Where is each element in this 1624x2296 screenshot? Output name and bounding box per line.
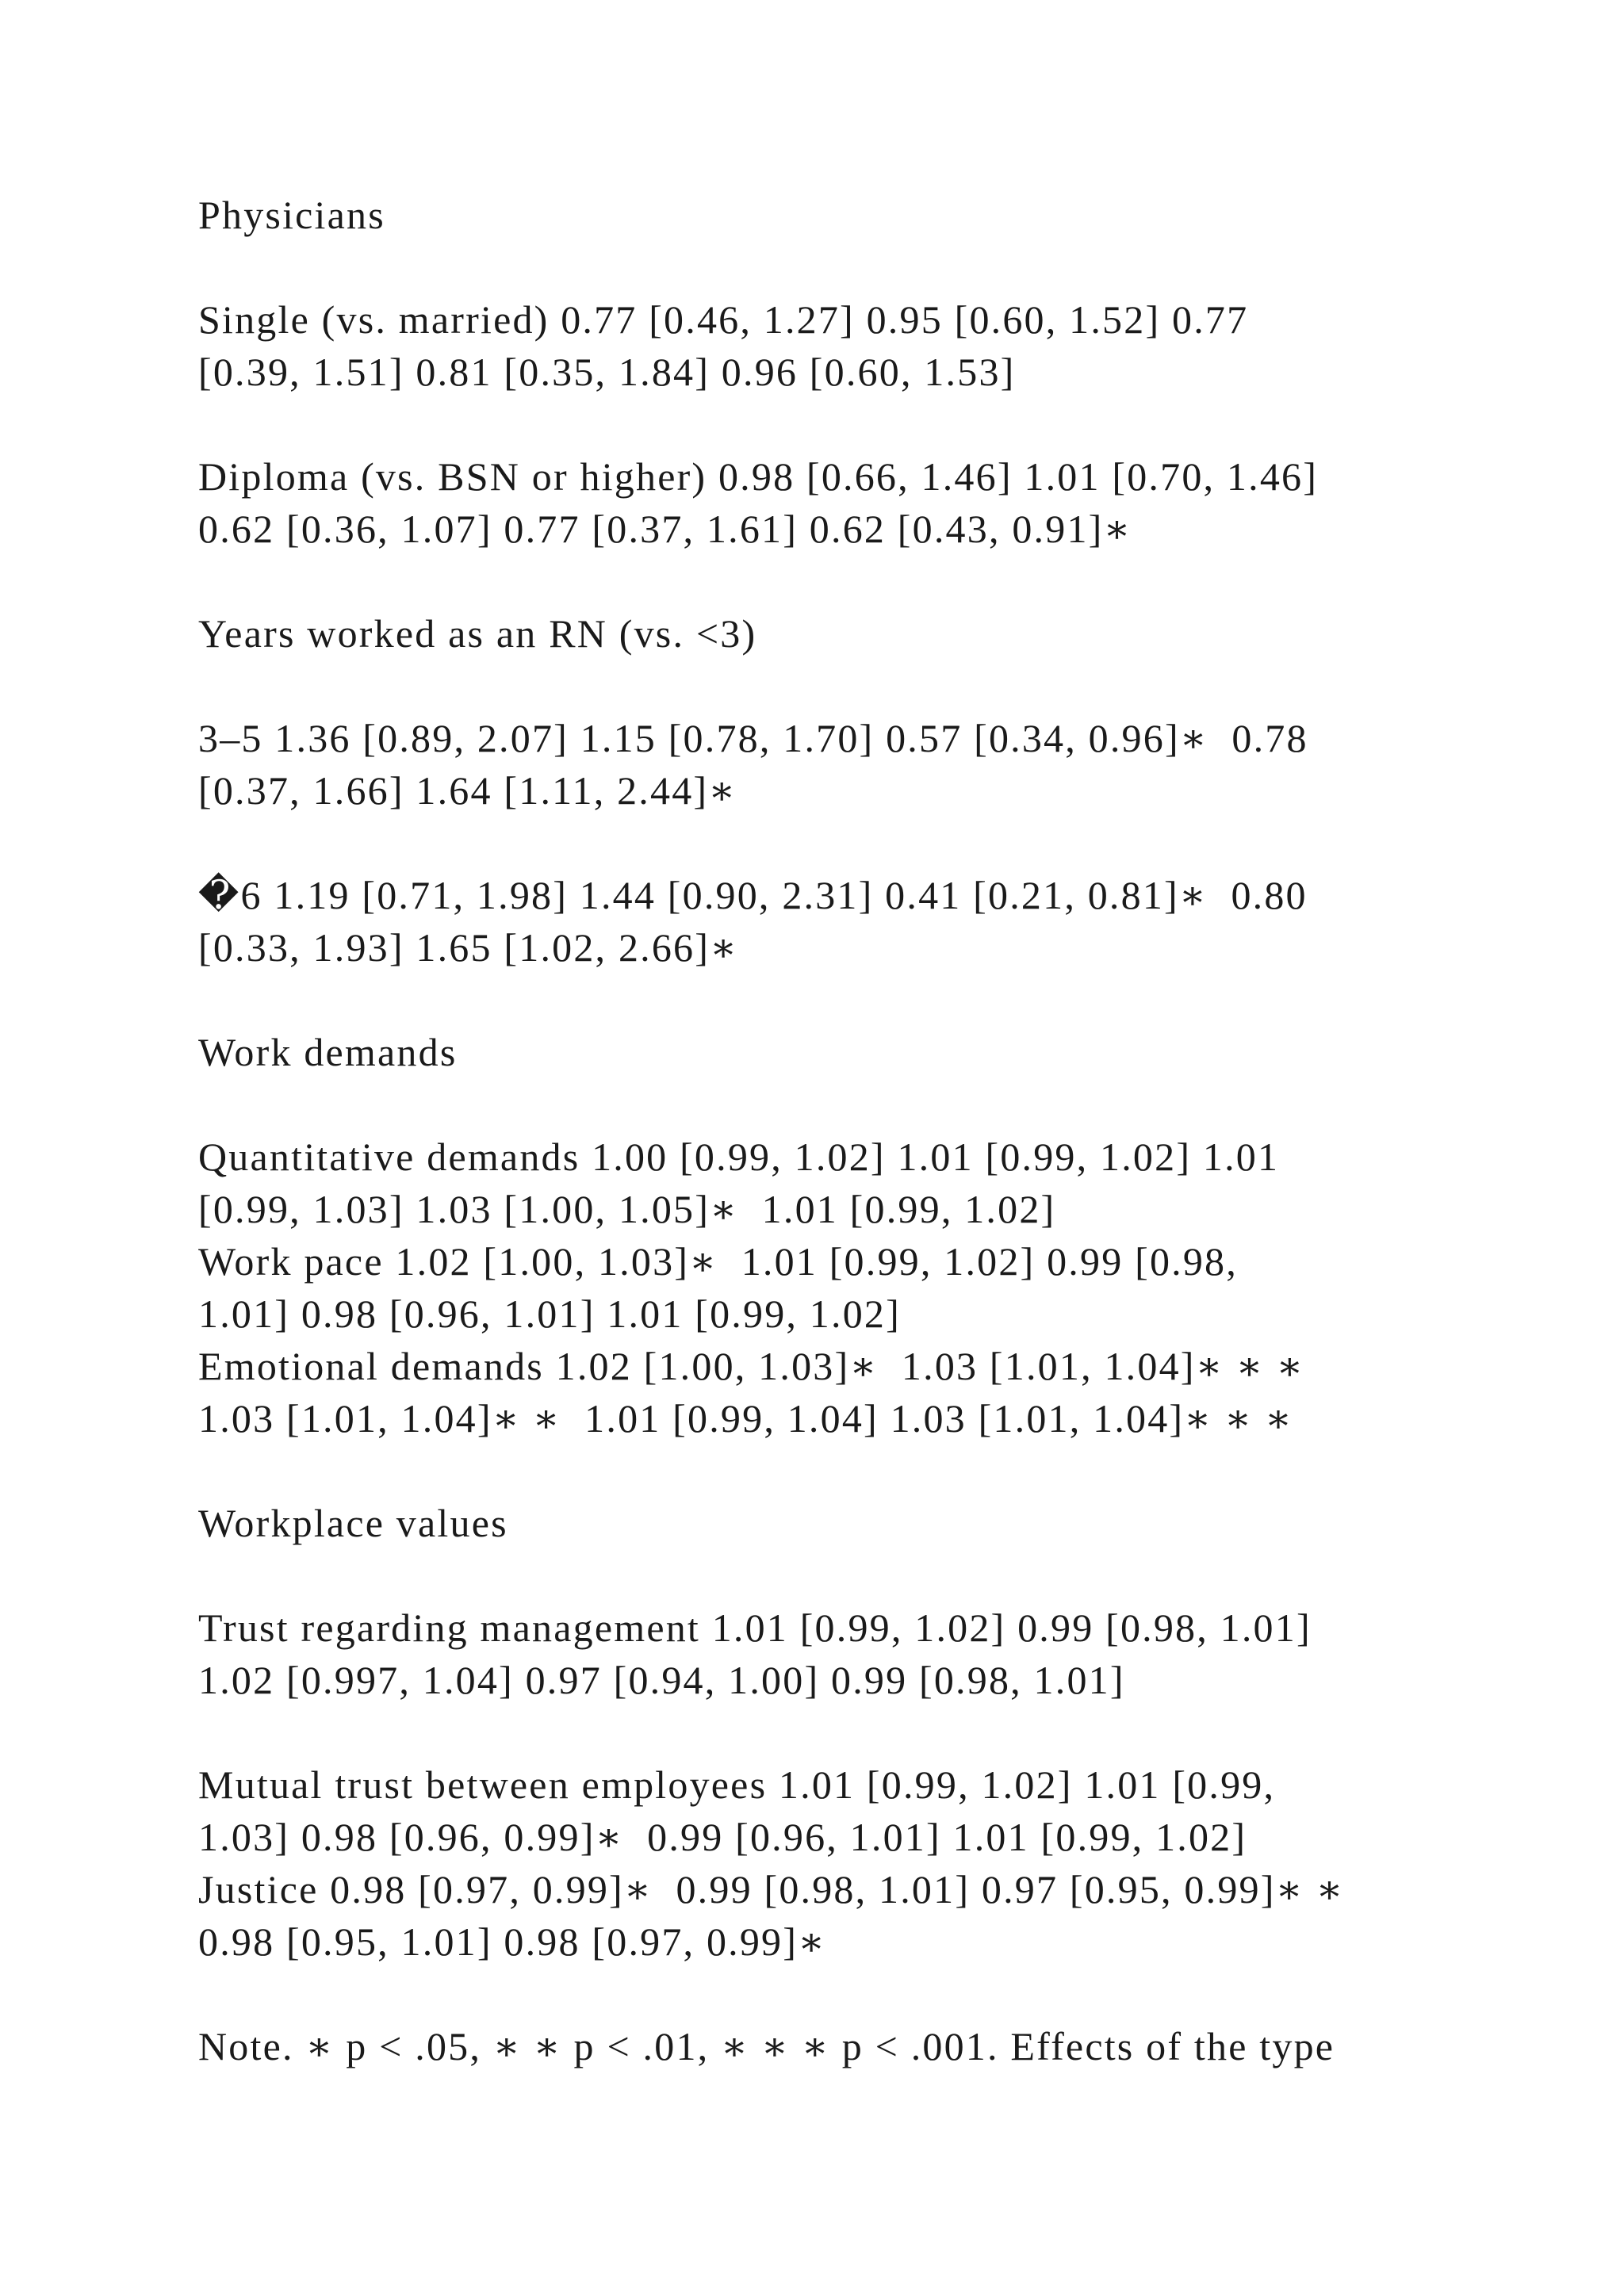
document-paragraph (198, 189, 1499, 241)
text-line: Note. ∗ p < .05, ∗ ∗ p < .01, ∗ ∗ ∗ p < .001. Effects of the type (198, 2024, 1335, 2068)
text-line: 0.62 [0.36, 1.07] 0.77 [0.37, 1.61] 0.62 [0.43, 0.91]∗ (198, 507, 1132, 551)
document-paragraph (198, 607, 1499, 660)
document-paragraph (198, 1601, 1499, 1706)
text-line: [0.37, 1.66] 1.64 [1.11, 2.44]∗ (198, 768, 737, 813)
document-paragraph (198, 450, 1499, 555)
text-line: 1.01] 0.98 [0.96, 1.01] 1.01 [0.99, 1.02] (198, 1292, 901, 1336)
text-line: Emotional demands 1.02 [1.00, 1.03]∗ 1.03 [1.01, 1.04]∗ ∗ ∗ (198, 1344, 1305, 1388)
text-line: 1.02 [0.997, 1.04] 0.97 [0.94, 1.00] 0.99 [0.98, 1.01] (198, 1658, 1125, 1702)
document-paragraph (198, 869, 1499, 974)
document-paragraph (198, 712, 1499, 817)
document-paragraph (198, 293, 1499, 398)
text-line: Quantitative demands 1.00 [0.99, 1.02] 1.01 [0.99, 1.02] 1.01 (198, 1135, 1280, 1179)
text-line: Justice 0.98 [0.97, 0.99]∗ 0.99 [0.98, 1.01] 0.97 [0.95, 0.99]∗ ∗ (198, 1867, 1345, 1911)
text-line: Work pace 1.02 [1.00, 1.03]∗ 1.01 [0.99, 1.02] 0.99 [0.98, (198, 1239, 1238, 1284)
text-line: Work demands (198, 1030, 458, 1074)
document-paragraph (198, 1758, 1499, 1968)
text-line: Physicians (198, 193, 385, 237)
text-line: 1.03 [1.01, 1.04]∗ ∗ 1.01 [0.99, 1.04] 1.03 [1.01, 1.04]∗ ∗ ∗ (198, 1396, 1294, 1441)
text-line: Years worked as an RN (vs. <3) (198, 611, 757, 656)
document-paragraph (198, 2020, 1499, 2072)
document-body (198, 189, 1499, 2072)
text-line: [0.39, 1.51] 0.81 [0.35, 1.84] 0.96 [0.60, 1.53] (198, 350, 1016, 394)
text-line: Single (vs. married) 0.77 [0.46, 1.27] 0.95 [0.60, 1.52] 0.77 (198, 297, 1249, 342)
document-paragraph (198, 1026, 1499, 1078)
text-line: Trust regarding management 1.01 [0.99, 1.02] 0.99 [0.98, 1.01] (198, 1605, 1312, 1650)
text-line: 1.03] 0.98 [0.96, 0.99]∗ 0.99 [0.96, 1.01] 1.01 [0.99, 1.02] (198, 1815, 1247, 1859)
text-line: 3–5 1.36 [0.89, 2.07] 1.15 [0.78, 1.70] 0.57 [0.34, 0.96]∗ 0.78 (198, 716, 1308, 760)
document-paragraph (198, 1497, 1499, 1549)
document-paragraph (198, 1131, 1499, 1445)
text-line: [0.99, 1.03] 1.03 [1.00, 1.05]∗ 1.01 [0.99, 1.02] (198, 1187, 1056, 1231)
text-line: Workplace values (198, 1501, 508, 1545)
text-line: �6 1.19 [0.71, 1.98] 1.44 [0.90, 2.31] 0.41 [0.21, 0.81]∗ 0.80 (198, 873, 1308, 917)
text-line: 0.98 [0.95, 1.01] 0.98 [0.97, 0.99]∗ (198, 1919, 827, 1964)
text-line: [0.33, 1.93] 1.65 [1.02, 2.66]∗ (198, 925, 739, 970)
text-line: Diploma (vs. BSN or higher) 0.98 [0.66, 1.46] 1.01 [0.70, 1.46] (198, 454, 1319, 499)
text-line: Mutual trust between employees 1.01 [0.99, 1.02] 1.01 [0.99, (198, 1762, 1276, 1807)
